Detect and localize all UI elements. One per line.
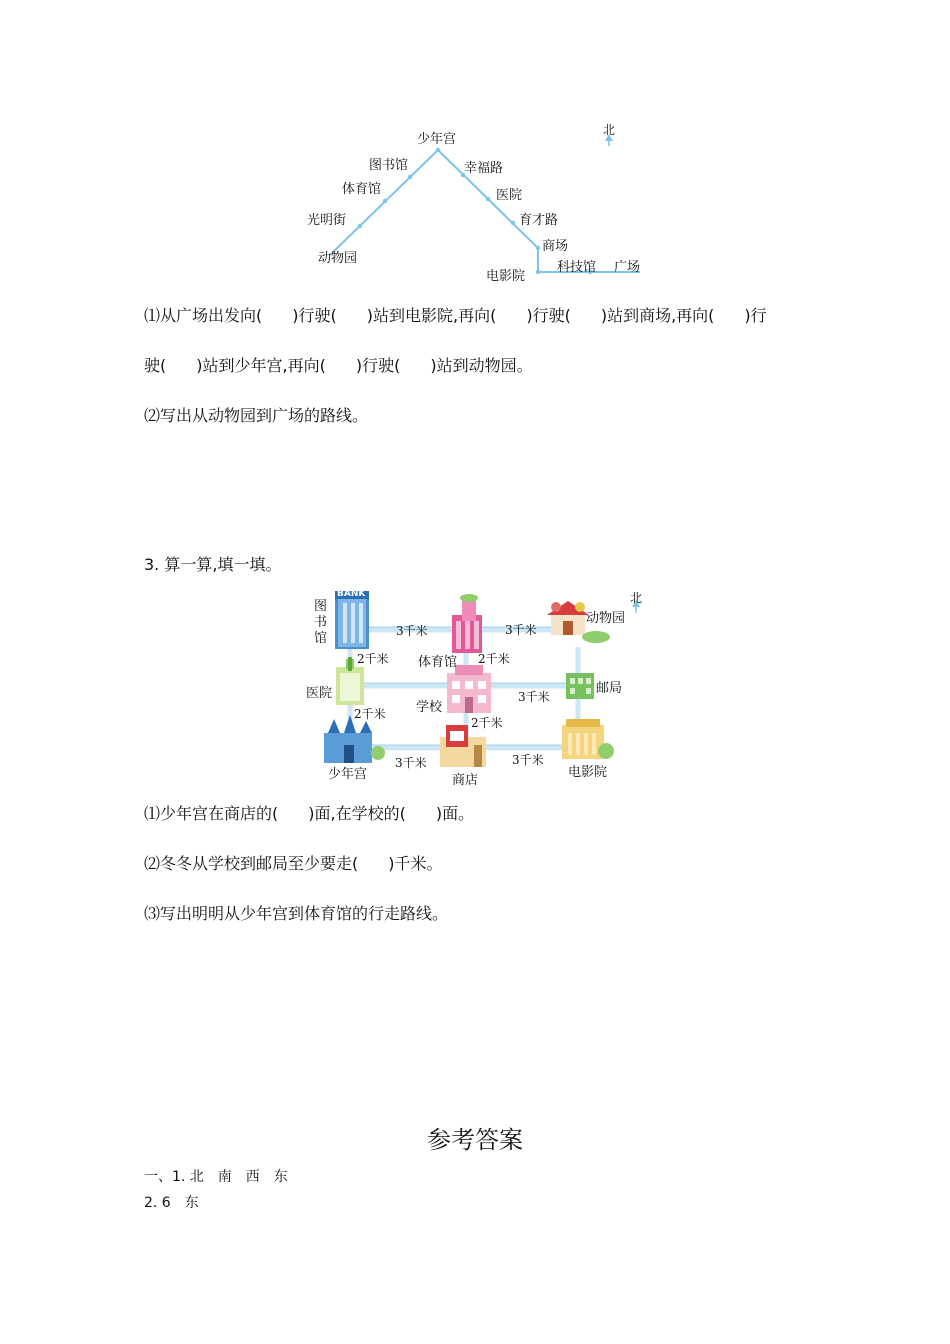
route-map [0,0,950,290]
distance-shop-cinema: 3千米 [512,753,544,767]
q2-part1-line1 [144,306,767,326]
stop-youth-palace: 少年宫 [417,132,457,147]
north-label: 北 [603,123,616,137]
stop-science: 科技馆 [557,260,597,275]
label-shop: 商店 [452,773,479,788]
stop-dot-cinema [536,270,540,274]
stop-gym: 体育馆 [342,182,382,197]
label-zoo: 动物园 [586,611,626,626]
route-lines [0,0,950,290]
q2-text: )行驶( [526,306,571,325]
stop-dot-hospital [486,197,490,201]
city-map-drawing [0,585,950,790]
q2-text: 驶( [144,356,167,375]
answers-line1: 一、1. 北 南 西 东 [144,1169,288,1185]
q2-text: )行 [744,306,767,325]
stop-library: 图书馆 [369,158,409,173]
q3-text: )面。 [435,804,475,823]
distance-hospital-youth: 2千米 [354,707,386,721]
distance-library-hospital: 2千米 [357,652,389,666]
stop-dot-youth-palace [436,148,440,152]
answers-title: 参考答案 [427,1126,523,1154]
q2-part2: ⑵写出从动物园到广场的路线。 [144,406,369,425]
q2-text: )行驶( [355,356,401,375]
distance-library-gym: 3千米 [396,624,428,638]
distance-school-post: 3千米 [518,690,550,704]
q3-part2 [144,854,443,874]
q3-heading: 3. 算一算,填一填。 [144,555,282,574]
distance-school-shop: 2千米 [471,716,503,730]
q2-part1-line2 [144,356,533,376]
q3-text: ⑴少年宫在商店的( [144,804,279,823]
q2-text: )站到动物园。 [430,356,533,375]
q2-text: )站到电影院,再向( [366,306,497,325]
label-cinema: 电影院 [568,765,608,780]
distance-gym-school: 2千米 [478,652,510,666]
stop-dot-guangming [358,224,362,228]
post-office-building-icon [566,673,594,699]
gym-building-icon [452,594,482,653]
bank-building-icon [335,591,369,649]
q3-text: ⑵冬冬从学校到邮局至少要走( [144,854,359,873]
q3-text: )千米。 [388,854,443,873]
q2-text: )站到商场,再向( [600,306,715,325]
stop-dot-gym [383,199,387,203]
stop-xingfu: 幸福路 [464,161,504,176]
distance-youth-shop: 3千米 [395,756,427,770]
label-school: 学校 [416,700,443,715]
stop-dot-yucai [511,221,515,225]
q3-part3: ⑶写出明明从少年宫到体育馆的行走路线。 [144,904,449,923]
stop-guangming: 光明街 [307,213,347,228]
q3-part1 [144,804,474,824]
stop-cinema: 电影院 [486,269,526,284]
q2-text: )站到少年宫,再向( [196,356,326,375]
label-post-office: 邮局 [596,681,623,696]
q2-text: ⑴从广场出发向( [144,306,263,325]
label-youth-palace: 少年宫 [328,767,368,782]
shop-building-icon [440,725,486,767]
stop-zoo: 动物园 [318,251,358,266]
stop-yucai: 育才路 [519,213,559,228]
city-map [0,585,950,790]
bank-sign: BANK [337,589,366,599]
cinema-building-icon [562,719,614,759]
stop-mall: 商场 [542,239,569,254]
label-hospital: 医院 [306,686,333,701]
q3-text: )面,在学校的( [308,804,406,823]
stop-square: 广场 [614,260,641,275]
youth-palace-building-icon [324,715,385,763]
stop-dot-library [408,175,412,179]
answers-line2: 2. 6 东 [144,1195,199,1211]
north-label: 北 [630,591,643,605]
school-building-icon [447,665,491,713]
stop-dot-mall [536,246,540,250]
label-gym: 体育馆 [418,655,458,670]
distance-gym-zoo: 3千米 [505,623,537,637]
stop-hospital: 医院 [496,188,523,203]
label-library: 图书馆 [314,599,328,646]
q2-text: )行驶( [292,306,337,325]
